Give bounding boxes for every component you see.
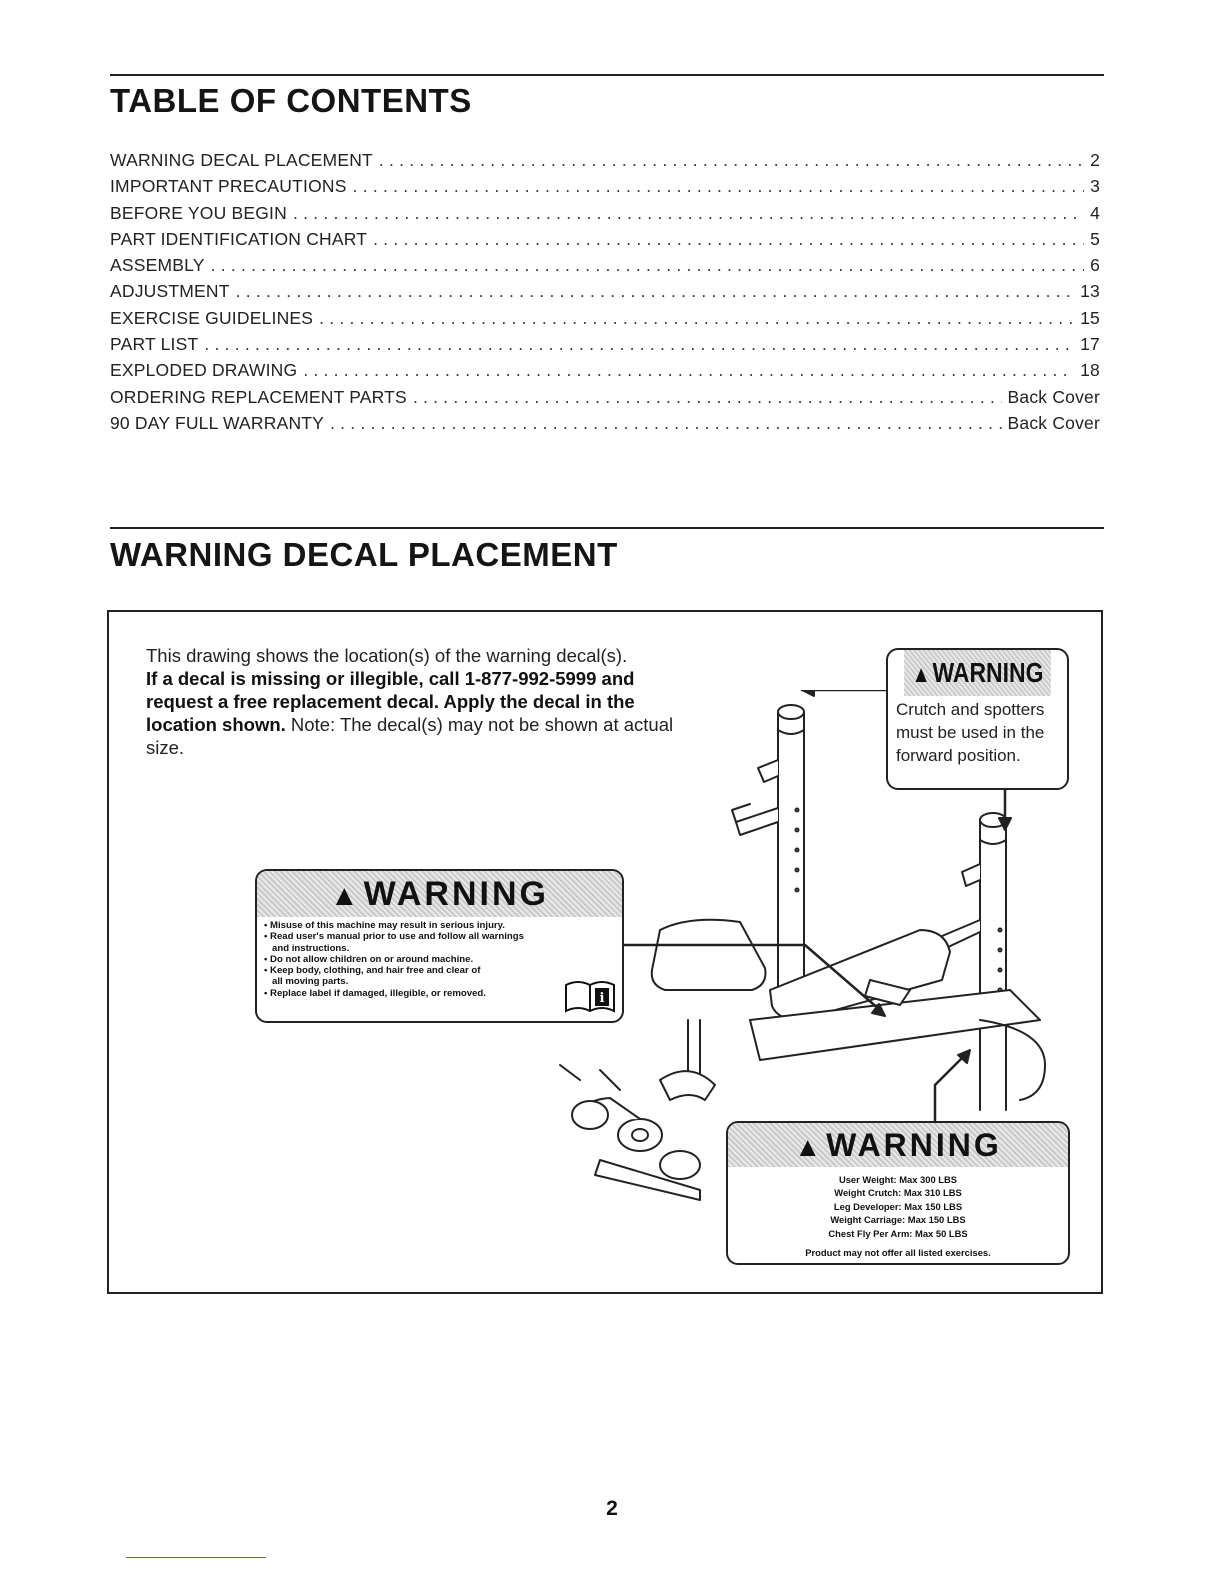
toc-entry-page: 5 bbox=[1090, 228, 1100, 249]
weight-limit-list bbox=[728, 1167, 1068, 1259]
warning-section-rule bbox=[110, 527, 1104, 529]
toc-leader-dots bbox=[330, 413, 1001, 434]
machine-warning-heading: ▲WARNING bbox=[257, 871, 622, 917]
machine-warning-line: and instructions. bbox=[272, 942, 350, 954]
warning-triangle-icon: ▲ bbox=[330, 880, 362, 912]
toc-entry-page: 2 bbox=[1090, 150, 1100, 170]
toc-leader-dots bbox=[303, 360, 1074, 381]
weight-warning-heading: ▲WARNING bbox=[728, 1123, 1068, 1167]
toc-leader-dots bbox=[204, 334, 1074, 355]
toc-entry[interactable] bbox=[110, 413, 1100, 439]
toc-entry-page: 13 bbox=[1080, 281, 1100, 302]
footer-rule bbox=[126, 1557, 266, 1558]
toc-entry-page: 18 bbox=[1080, 360, 1100, 381]
toc-entry[interactable] bbox=[110, 308, 1100, 334]
toc-entry[interactable] bbox=[110, 281, 1100, 307]
weight-limit-line: User Weight: Max 300 LBS bbox=[838, 1174, 958, 1185]
spotter-warning-heading: ▲WARNING bbox=[904, 650, 1051, 696]
toc-entry-page: 15 bbox=[1080, 307, 1100, 328]
toc-title: TABLE OF CONTENTS bbox=[110, 82, 472, 119]
toc-leader-dots bbox=[293, 203, 1084, 224]
machine-warning-decal bbox=[255, 869, 624, 1023]
toc-entry-label: 90 DAY FULL WARRANTY bbox=[110, 412, 325, 433]
toc-entry[interactable] bbox=[110, 360, 1100, 386]
machine-warning-line: • Do not allow children on or around machine. bbox=[264, 953, 474, 965]
machine-warning-line: • Keep body, clothing, and hair free and clear of bbox=[264, 965, 481, 977]
toc-leader-dots bbox=[379, 150, 1084, 171]
weight-limit-line: Weight Crutch: Max 310 LBS bbox=[834, 1187, 962, 1199]
toc-entry-label: WARNING DECAL PLACEMENT bbox=[110, 150, 373, 170]
warning-triangle-icon: ▲ bbox=[794, 1131, 825, 1162]
weight-limit-line: Leg Developer: Max 150 LBS bbox=[833, 1200, 963, 1212]
toc-entry-page: 4 bbox=[1090, 202, 1100, 223]
machine-warning-line: • Misuse of this machine may result in serious injury. bbox=[264, 920, 505, 931]
weight-limit-warning-decal bbox=[726, 1121, 1070, 1265]
toc-top-rule bbox=[110, 74, 1104, 76]
toc-entry[interactable] bbox=[110, 387, 1100, 413]
toc-entry[interactable] bbox=[110, 255, 1100, 281]
toc-leader-dots bbox=[373, 229, 1084, 250]
toc-entry-label: EXPLODED DRAWING bbox=[110, 360, 298, 381]
spotter-warning-text: Crutch and spotters must be used in the forward position. bbox=[896, 700, 1045, 765]
toc-entry-page: 3 bbox=[1090, 176, 1100, 197]
toc-entry-page: Back Cover bbox=[1007, 412, 1100, 433]
toc-entry-page: 6 bbox=[1090, 255, 1100, 276]
page-number: 2 bbox=[606, 1497, 618, 1520]
toc-entry-label: ASSEMBLY bbox=[110, 255, 205, 276]
toc-entry-label: IMPORTANT PRECAUTIONS bbox=[110, 176, 347, 197]
intro-replacement-instructions: If a decal is missing or illegible, call 1-877-992-5999 and request a free replacement decal. Apply the decal in the location shown. bbox=[146, 668, 635, 735]
weight-limit-line: Chest Fly Per Arm: Max 50 LBS bbox=[828, 1227, 968, 1239]
intro-sentence: This drawing shows the location(s) of the warning decal(s). bbox=[146, 645, 628, 666]
toc-leader-dots bbox=[236, 281, 1074, 302]
machine-warning-line: • Read user's manual prior to use and follow all warnings bbox=[264, 931, 524, 943]
machine-warning-line: all moving parts. bbox=[272, 976, 349, 988]
machine-warning-line: • Replace label if damaged, illegible, or removed. bbox=[264, 987, 486, 999]
toc-leader-dots bbox=[319, 308, 1074, 329]
toc-entry-label: PART LIST bbox=[110, 334, 199, 355]
toc-entry-label: EXERCISE GUIDELINES bbox=[110, 307, 314, 328]
toc-entry[interactable] bbox=[110, 334, 1100, 360]
toc-entry[interactable] bbox=[110, 229, 1100, 255]
toc-list bbox=[110, 150, 1100, 439]
weight-limit-line: Weight Carriage: Max 150 LBS bbox=[830, 1214, 966, 1226]
toc-entry[interactable] bbox=[110, 176, 1100, 202]
toc-entry[interactable] bbox=[110, 203, 1100, 229]
weight-limit-footer: Product may not offer all listed exercises. bbox=[805, 1247, 991, 1259]
toc-entry-page: Back Cover bbox=[1007, 386, 1100, 407]
warning-triangle-icon: ▲ bbox=[911, 661, 931, 688]
read-manual-icon bbox=[564, 979, 616, 1013]
toc-leader-dots bbox=[353, 176, 1084, 197]
toc-leader-dots bbox=[413, 387, 1002, 408]
toc-entry-label: PART IDENTIFICATION CHART bbox=[110, 228, 368, 249]
toc-entry-label: BEFORE YOU BEGIN bbox=[110, 202, 287, 223]
toc-leader-dots bbox=[211, 255, 1084, 276]
svg-text:i: i bbox=[599, 991, 605, 1006]
spotter-warning-decal bbox=[886, 648, 1069, 790]
toc-entry-page: 17 bbox=[1080, 334, 1100, 355]
toc-entry-label: ORDERING REPLACEMENT PARTS bbox=[110, 386, 407, 407]
warning-section-title: WARNING DECAL PLACEMENT bbox=[110, 536, 618, 573]
toc-entry-label: ADJUSTMENT bbox=[110, 281, 230, 302]
toc-entry[interactable] bbox=[110, 150, 1100, 176]
intro-note: Note: The decal(s) may not be shown at actual size. bbox=[146, 714, 674, 758]
